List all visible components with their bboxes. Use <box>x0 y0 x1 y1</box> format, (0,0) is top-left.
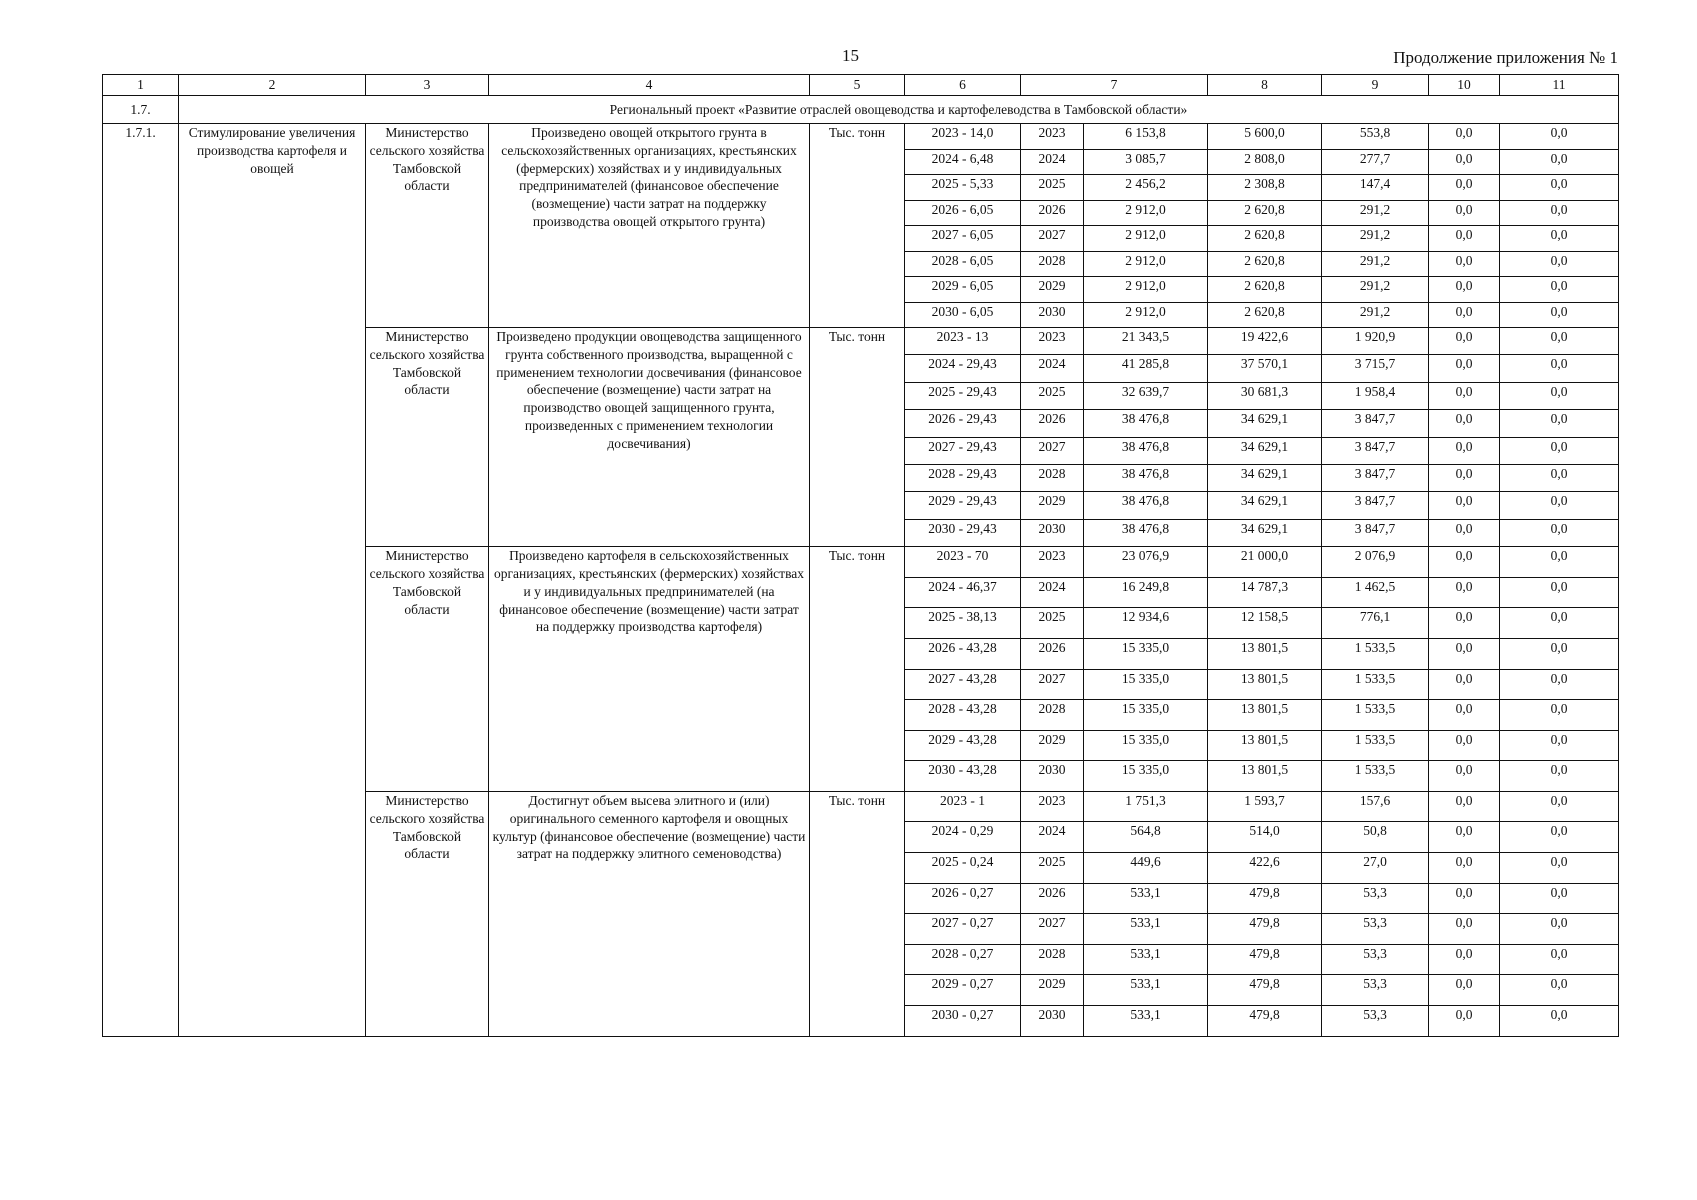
regional-amount: 53,3 <box>1322 1006 1429 1037</box>
col10-amount: 0,0 <box>1429 355 1500 382</box>
regional-amount: 291,2 <box>1322 277 1429 303</box>
responsible-executor: Министерство сельского хозяйства Тамбовской области <box>366 124 489 328</box>
result-text: Произведено продукции овощеводства защищенного грунта собственного производства, выращенной с применением технологии досвечивания (финансовое обеспечение (возмещение) части затрат на производство овощей защищенного грунта, произведенных с применением технологии досвечивания) <box>496 329 802 451</box>
col11-amount: 0,0 <box>1500 700 1619 731</box>
year-cell: 2023 <box>1021 328 1084 355</box>
target-value: 2023 - 13 <box>905 328 1021 355</box>
total-amount: 533,1 <box>1084 975 1208 1006</box>
total-amount: 6 153,8 <box>1084 124 1208 150</box>
col10-amount: 0,0 <box>1429 822 1500 853</box>
page-number: 15 <box>842 46 859 65</box>
col10-amount: 0,0 <box>1429 944 1500 975</box>
col10-amount: 0,0 <box>1429 464 1500 491</box>
col10-amount: 0,0 <box>1429 437 1500 464</box>
target-value: 2025 - 5,33 <box>905 175 1021 201</box>
col11-amount: 0,0 <box>1500 853 1619 884</box>
year-cell: 2024 <box>1021 149 1084 175</box>
regional-amount: 3 715,7 <box>1322 355 1429 382</box>
regional-amount: 1 533,5 <box>1322 730 1429 761</box>
year-cell: 2027 <box>1021 669 1084 700</box>
col11-amount: 0,0 <box>1500 437 1619 464</box>
year-cell: 2024 <box>1021 577 1084 608</box>
col11-amount: 0,0 <box>1500 277 1619 303</box>
federal-amount: 13 801,5 <box>1208 669 1322 700</box>
total-amount: 32 639,7 <box>1084 382 1208 409</box>
target-value: 2028 - 6,05 <box>905 251 1021 277</box>
federal-amount: 479,8 <box>1208 914 1322 945</box>
target-value: 2026 - 29,43 <box>905 410 1021 437</box>
col11-amount: 0,0 <box>1500 822 1619 853</box>
federal-amount: 14 787,3 <box>1208 577 1322 608</box>
col11-amount: 0,0 <box>1500 328 1619 355</box>
regional-amount: 1 533,5 <box>1322 638 1429 669</box>
column-header: 7 <box>1021 75 1208 96</box>
target-value: 2023 - 70 <box>905 547 1021 578</box>
col10-amount: 0,0 <box>1429 1006 1500 1037</box>
col11-amount: 0,0 <box>1500 638 1619 669</box>
federal-amount: 12 158,5 <box>1208 608 1322 639</box>
total-amount: 533,1 <box>1084 1006 1208 1037</box>
federal-amount: 479,8 <box>1208 975 1322 1006</box>
federal-amount: 2 808,0 <box>1208 149 1322 175</box>
regional-amount: 3 847,7 <box>1322 464 1429 491</box>
result-description <box>489 791 810 1036</box>
year-cell: 2026 <box>1021 638 1084 669</box>
col10-amount: 0,0 <box>1429 700 1500 731</box>
federal-amount: 479,8 <box>1208 1006 1322 1037</box>
col10-amount: 0,0 <box>1429 200 1500 226</box>
total-amount: 38 476,8 <box>1084 492 1208 519</box>
col11-amount: 0,0 <box>1500 975 1619 1006</box>
col11-amount: 0,0 <box>1500 200 1619 226</box>
result-text: Достигнут объем высева элитного и (или) оригинального семенного картофеля и овощных культур (финансовое обеспечение (возмещение) части затрат на поддержку элитного семеноводства) <box>492 792 806 862</box>
target-value: 2025 - 29,43 <box>905 382 1021 409</box>
col10-amount: 0,0 <box>1429 251 1500 277</box>
year-cell: 2026 <box>1021 200 1084 226</box>
col11-amount: 0,0 <box>1500 577 1619 608</box>
year-cell: 2023 <box>1021 124 1084 150</box>
item-number: 1.7.1. <box>103 124 179 1037</box>
result-description <box>489 328 810 547</box>
regional-amount: 291,2 <box>1322 302 1429 328</box>
unit-of-measure: Тыс. тонн <box>810 328 905 547</box>
total-amount: 12 934,6 <box>1084 608 1208 639</box>
total-amount: 21 343,5 <box>1084 328 1208 355</box>
total-amount: 533,1 <box>1084 914 1208 945</box>
column-header: 5 <box>810 75 905 96</box>
federal-amount: 13 801,5 <box>1208 730 1322 761</box>
target-value: 2025 - 38,13 <box>905 608 1021 639</box>
federal-amount: 2 620,8 <box>1208 277 1322 303</box>
regional-amount: 553,8 <box>1322 124 1429 150</box>
regional-amount: 291,2 <box>1322 251 1429 277</box>
result-text: Произведено картофеля в сельскохозяйственных организациях, крестьянских (фермерских) хозяйствах и у индивидуальных предпринимателей (на финансовое обеспечение (возмещение) части затрат на поддержку производства картофеля) <box>493 548 805 635</box>
year-cell: 2025 <box>1021 853 1084 884</box>
regional-amount: 291,2 <box>1322 226 1429 252</box>
responsible-executor: Министерство сельского хозяйства Тамбовской области <box>366 547 489 792</box>
federal-amount: 2 308,8 <box>1208 175 1322 201</box>
col11-amount: 0,0 <box>1500 251 1619 277</box>
target-value: 2024 - 46,37 <box>905 577 1021 608</box>
regional-amount: 1 920,9 <box>1322 328 1429 355</box>
col10-amount: 0,0 <box>1429 124 1500 150</box>
responsible-executor: Министерство сельского хозяйства Тамбовской области <box>366 791 489 1036</box>
target-value: 2030 - 29,43 <box>905 519 1021 546</box>
total-amount: 15 335,0 <box>1084 669 1208 700</box>
regional-amount: 3 847,7 <box>1322 519 1429 546</box>
unit-of-measure: Тыс. тонн <box>810 791 905 1036</box>
col10-amount: 0,0 <box>1429 883 1500 914</box>
year-cell: 2028 <box>1021 251 1084 277</box>
federal-amount: 34 629,1 <box>1208 519 1322 546</box>
continuation-label: Продолжение приложения № 1 <box>1393 48 1618 67</box>
column-header: 9 <box>1322 75 1429 96</box>
target-value: 2027 - 0,27 <box>905 914 1021 945</box>
target-value: 2023 - 1 <box>905 791 1021 822</box>
federal-amount: 34 629,1 <box>1208 464 1322 491</box>
col10-amount: 0,0 <box>1429 577 1500 608</box>
year-cell: 2023 <box>1021 547 1084 578</box>
col11-amount: 0,0 <box>1500 124 1619 150</box>
col11-amount: 0,0 <box>1500 464 1619 491</box>
col11-amount: 0,0 <box>1500 669 1619 700</box>
col10-amount: 0,0 <box>1429 761 1500 792</box>
year-cell: 2025 <box>1021 175 1084 201</box>
responsible-executor: Министерство сельского хозяйства Тамбовской области <box>366 328 489 547</box>
target-value: 2024 - 6,48 <box>905 149 1021 175</box>
unit-of-measure: Тыс. тонн <box>810 124 905 328</box>
regional-amount: 776,1 <box>1322 608 1429 639</box>
total-amount: 15 335,0 <box>1084 700 1208 731</box>
section-number: 1.7. <box>103 96 179 124</box>
table-row <box>103 124 1619 150</box>
col10-amount: 0,0 <box>1429 492 1500 519</box>
col11-amount: 0,0 <box>1500 302 1619 328</box>
result-description <box>489 124 810 328</box>
federal-amount: 2 620,8 <box>1208 302 1322 328</box>
year-cell: 2023 <box>1021 791 1084 822</box>
federal-amount: 1 593,7 <box>1208 791 1322 822</box>
column-header: 6 <box>905 75 1021 96</box>
regional-amount: 1 533,5 <box>1322 700 1429 731</box>
total-amount: 2 912,0 <box>1084 277 1208 303</box>
year-cell: 2027 <box>1021 437 1084 464</box>
federal-amount: 479,8 <box>1208 944 1322 975</box>
federal-amount: 13 801,5 <box>1208 700 1322 731</box>
target-value: 2026 - 43,28 <box>905 638 1021 669</box>
program-table <box>102 74 1619 1037</box>
col10-amount: 0,0 <box>1429 519 1500 546</box>
total-amount: 41 285,8 <box>1084 355 1208 382</box>
item-name: Стимулирование увеличения производства картофеля и овощей <box>179 124 366 1037</box>
col10-amount: 0,0 <box>1429 226 1500 252</box>
regional-amount: 1 533,5 <box>1322 761 1429 792</box>
federal-amount: 19 422,6 <box>1208 328 1322 355</box>
year-cell: 2026 <box>1021 883 1084 914</box>
total-amount: 15 335,0 <box>1084 638 1208 669</box>
total-amount: 449,6 <box>1084 853 1208 884</box>
result-text: Произведено овощей открытого грунта в сельскохозяйственных организациях, крестьянских (фермерских) хозяйствах и у индивидуальных предпринимателей (финансовое обеспечение (возмещение) части затрат на поддержку производства овощей открытого грунта) <box>501 125 797 230</box>
year-cell: 2029 <box>1021 492 1084 519</box>
regional-amount: 53,3 <box>1322 883 1429 914</box>
column-header: 11 <box>1500 75 1619 96</box>
col10-amount: 0,0 <box>1429 302 1500 328</box>
federal-amount: 21 000,0 <box>1208 547 1322 578</box>
regional-amount: 3 847,7 <box>1322 492 1429 519</box>
federal-amount: 37 570,1 <box>1208 355 1322 382</box>
col11-amount: 0,0 <box>1500 149 1619 175</box>
regional-amount: 53,3 <box>1322 975 1429 1006</box>
year-cell: 2030 <box>1021 1006 1084 1037</box>
target-value: 2029 - 0,27 <box>905 975 1021 1006</box>
target-value: 2027 - 43,28 <box>905 669 1021 700</box>
col10-amount: 0,0 <box>1429 791 1500 822</box>
target-value: 2029 - 43,28 <box>905 730 1021 761</box>
col10-amount: 0,0 <box>1429 328 1500 355</box>
column-header: 1 <box>103 75 179 96</box>
total-amount: 3 085,7 <box>1084 149 1208 175</box>
regional-amount: 53,3 <box>1322 914 1429 945</box>
federal-amount: 514,0 <box>1208 822 1322 853</box>
federal-amount: 34 629,1 <box>1208 492 1322 519</box>
unit-of-measure: Тыс. тонн <box>810 547 905 792</box>
total-amount: 38 476,8 <box>1084 410 1208 437</box>
total-amount: 2 912,0 <box>1084 200 1208 226</box>
total-amount: 38 476,8 <box>1084 437 1208 464</box>
federal-amount: 422,6 <box>1208 853 1322 884</box>
target-value: 2028 - 43,28 <box>905 700 1021 731</box>
federal-amount: 2 620,8 <box>1208 200 1322 226</box>
col11-amount: 0,0 <box>1500 519 1619 546</box>
col11-amount: 0,0 <box>1500 608 1619 639</box>
col10-amount: 0,0 <box>1429 608 1500 639</box>
year-cell: 2024 <box>1021 822 1084 853</box>
year-cell: 2029 <box>1021 730 1084 761</box>
section-row <box>103 96 1619 124</box>
year-cell: 2024 <box>1021 355 1084 382</box>
result-description <box>489 547 810 792</box>
col10-amount: 0,0 <box>1429 277 1500 303</box>
col10-amount: 0,0 <box>1429 382 1500 409</box>
federal-amount: 479,8 <box>1208 883 1322 914</box>
column-header: 3 <box>366 75 489 96</box>
regional-amount: 157,6 <box>1322 791 1429 822</box>
target-value: 2028 - 0,27 <box>905 944 1021 975</box>
target-value: 2027 - 29,43 <box>905 437 1021 464</box>
year-cell: 2029 <box>1021 975 1084 1006</box>
total-amount: 2 912,0 <box>1084 302 1208 328</box>
regional-amount: 53,3 <box>1322 944 1429 975</box>
year-cell: 2025 <box>1021 608 1084 639</box>
column-header: 2 <box>179 75 366 96</box>
col11-amount: 0,0 <box>1500 175 1619 201</box>
col10-amount: 0,0 <box>1429 547 1500 578</box>
regional-amount: 27,0 <box>1322 853 1429 884</box>
total-amount: 15 335,0 <box>1084 761 1208 792</box>
total-amount: 564,8 <box>1084 822 1208 853</box>
total-amount: 1 751,3 <box>1084 791 1208 822</box>
year-cell: 2027 <box>1021 226 1084 252</box>
col10-amount: 0,0 <box>1429 975 1500 1006</box>
col11-amount: 0,0 <box>1500 547 1619 578</box>
regional-amount: 1 958,4 <box>1322 382 1429 409</box>
col10-amount: 0,0 <box>1429 175 1500 201</box>
federal-amount: 13 801,5 <box>1208 761 1322 792</box>
target-value: 2028 - 29,43 <box>905 464 1021 491</box>
total-amount: 533,1 <box>1084 944 1208 975</box>
target-value: 2030 - 43,28 <box>905 761 1021 792</box>
col11-amount: 0,0 <box>1500 944 1619 975</box>
total-amount: 2 456,2 <box>1084 175 1208 201</box>
col10-amount: 0,0 <box>1429 730 1500 761</box>
year-cell: 2028 <box>1021 944 1084 975</box>
total-amount: 15 335,0 <box>1084 730 1208 761</box>
year-cell: 2030 <box>1021 761 1084 792</box>
year-cell: 2029 <box>1021 277 1084 303</box>
federal-amount: 34 629,1 <box>1208 410 1322 437</box>
target-value: 2025 - 0,24 <box>905 853 1021 884</box>
col11-amount: 0,0 <box>1500 410 1619 437</box>
target-value: 2027 - 6,05 <box>905 226 1021 252</box>
regional-amount: 3 847,7 <box>1322 437 1429 464</box>
col11-amount: 0,0 <box>1500 492 1619 519</box>
regional-amount: 291,2 <box>1322 200 1429 226</box>
target-value: 2024 - 0,29 <box>905 822 1021 853</box>
total-amount: 38 476,8 <box>1084 464 1208 491</box>
total-amount: 38 476,8 <box>1084 519 1208 546</box>
col10-amount: 0,0 <box>1429 410 1500 437</box>
target-value: 2030 - 0,27 <box>905 1006 1021 1037</box>
target-value: 2023 - 14,0 <box>905 124 1021 150</box>
federal-amount: 30 681,3 <box>1208 382 1322 409</box>
total-amount: 23 076,9 <box>1084 547 1208 578</box>
target-value: 2026 - 0,27 <box>905 883 1021 914</box>
total-amount: 533,1 <box>1084 883 1208 914</box>
year-cell: 2030 <box>1021 302 1084 328</box>
col10-amount: 0,0 <box>1429 914 1500 945</box>
col10-amount: 0,0 <box>1429 853 1500 884</box>
section-title: Региональный проект «Развитие отраслей овощеводства и картофелеводства в Тамбовской области» <box>179 96 1619 124</box>
col11-amount: 0,0 <box>1500 761 1619 792</box>
col11-amount: 0,0 <box>1500 914 1619 945</box>
col10-amount: 0,0 <box>1429 638 1500 669</box>
regional-amount: 1 533,5 <box>1322 669 1429 700</box>
regional-amount: 1 462,5 <box>1322 577 1429 608</box>
total-amount: 2 912,0 <box>1084 251 1208 277</box>
col10-amount: 0,0 <box>1429 669 1500 700</box>
year-cell: 2027 <box>1021 914 1084 945</box>
target-value: 2024 - 29,43 <box>905 355 1021 382</box>
col11-amount: 0,0 <box>1500 226 1619 252</box>
col11-amount: 0,0 <box>1500 730 1619 761</box>
column-header: 4 <box>489 75 810 96</box>
federal-amount: 34 629,1 <box>1208 437 1322 464</box>
year-cell: 2030 <box>1021 519 1084 546</box>
federal-amount: 13 801,5 <box>1208 638 1322 669</box>
total-amount: 16 249,8 <box>1084 577 1208 608</box>
year-cell: 2026 <box>1021 410 1084 437</box>
col11-amount: 0,0 <box>1500 355 1619 382</box>
col11-amount: 0,0 <box>1500 1006 1619 1037</box>
column-number-row <box>103 75 1619 96</box>
regional-amount: 277,7 <box>1322 149 1429 175</box>
column-header: 8 <box>1208 75 1322 96</box>
year-cell: 2028 <box>1021 700 1084 731</box>
regional-amount: 2 076,9 <box>1322 547 1429 578</box>
federal-amount: 2 620,8 <box>1208 251 1322 277</box>
column-header: 10 <box>1429 75 1500 96</box>
target-value: 2029 - 6,05 <box>905 277 1021 303</box>
col11-amount: 0,0 <box>1500 883 1619 914</box>
col11-amount: 0,0 <box>1500 791 1619 822</box>
col10-amount: 0,0 <box>1429 149 1500 175</box>
federal-amount: 2 620,8 <box>1208 226 1322 252</box>
regional-amount: 3 847,7 <box>1322 410 1429 437</box>
col11-amount: 0,0 <box>1500 382 1619 409</box>
federal-amount: 5 600,0 <box>1208 124 1322 150</box>
year-cell: 2028 <box>1021 464 1084 491</box>
regional-amount: 50,8 <box>1322 822 1429 853</box>
target-value: 2026 - 6,05 <box>905 200 1021 226</box>
total-amount: 2 912,0 <box>1084 226 1208 252</box>
target-value: 2029 - 29,43 <box>905 492 1021 519</box>
target-value: 2030 - 6,05 <box>905 302 1021 328</box>
regional-amount: 147,4 <box>1322 175 1429 201</box>
year-cell: 2025 <box>1021 382 1084 409</box>
